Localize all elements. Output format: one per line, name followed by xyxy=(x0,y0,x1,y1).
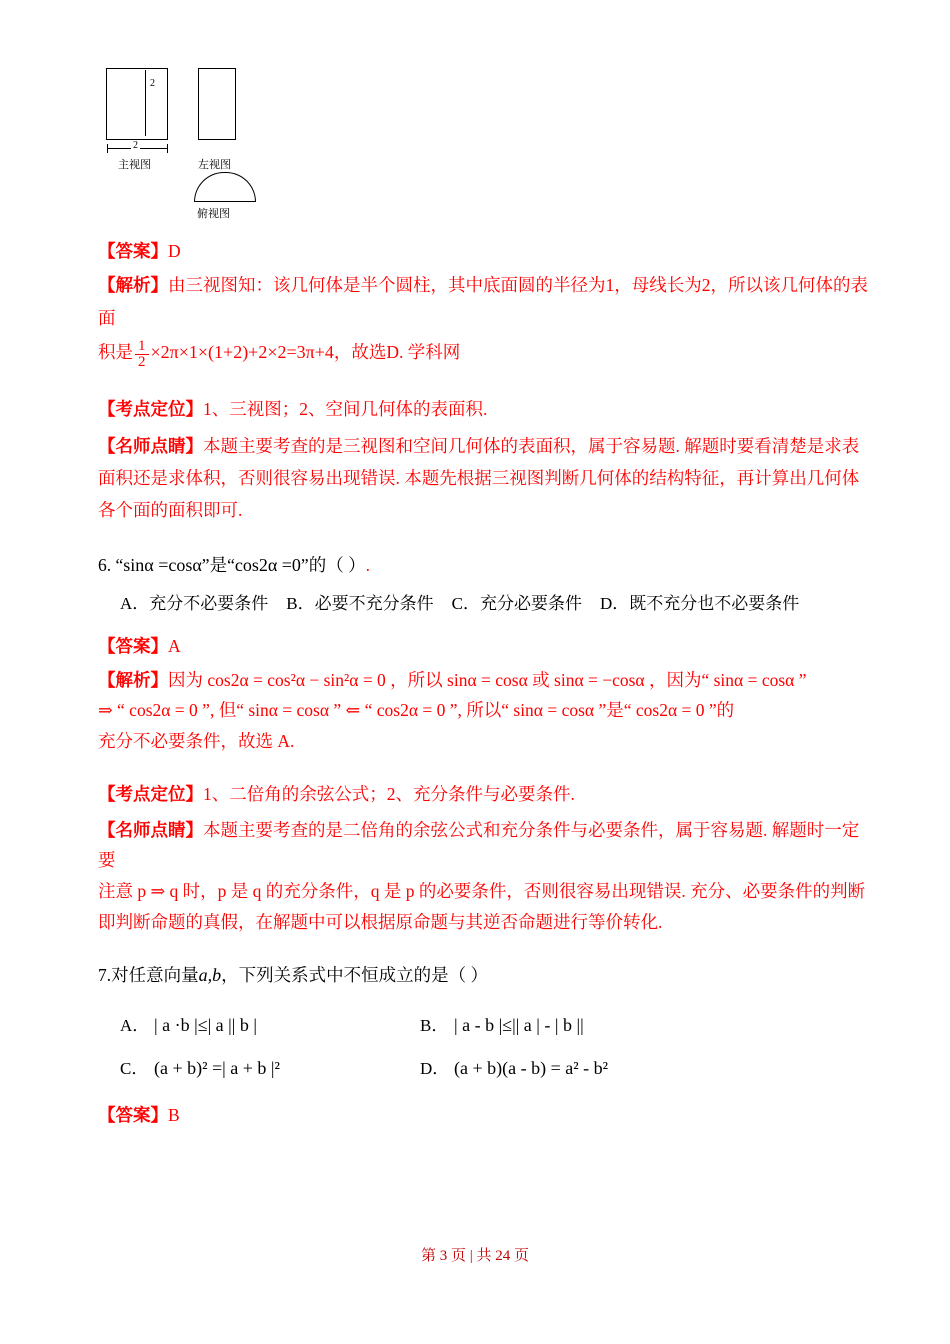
q6-expression-1: sinα =cosα xyxy=(123,554,202,575)
q5-surface-formula: ×2π×1×(1+2)+2×2=3π+4 xyxy=(150,342,334,363)
width-dimension-tick-left xyxy=(107,144,108,153)
q6-stem-red-dot: . xyxy=(365,554,370,575)
q6-tip-tag: 【名师点睛】 xyxy=(98,819,203,840)
q7-stem-pre: 对任意向量 xyxy=(111,965,199,986)
q7-stem xyxy=(98,959,868,992)
q6-tip-text1: 本题主要考查的是二倍角的余弦公式和充分条件与必要条件，属于容易题. 解题时一定要 xyxy=(98,819,860,871)
one-half-fraction: $\frac{1}{2}$ xyxy=(135,339,149,372)
q6-stem-quote-open: “ xyxy=(115,554,124,575)
q6-option-a[interactable]: A．充分不必要条件 xyxy=(120,593,269,613)
q6-analysis-text2: ⇒ “ cos2α = 0 ”, 但“ sinα = cosα ” ⇐ “ cos2α = 0 ”, 所以“ sinα = cosα ”是“ cos2α = 0 ”的 xyxy=(98,700,735,721)
q5-analysis-line1 xyxy=(98,269,868,334)
q7-option-c[interactable] xyxy=(98,1054,420,1079)
q5-analysis-text1: 由三视图知：该几何体是半个圆柱，其中底面圆的半径为 xyxy=(168,275,606,296)
q6-answer-tag: 【答案】 xyxy=(98,636,168,657)
q7-option-b[interactable] xyxy=(420,1011,584,1036)
q5-length-value: 2 xyxy=(701,275,711,296)
semicircle-arc xyxy=(194,172,256,202)
q6-answer-line xyxy=(98,630,868,662)
q6-analysis-text3: 充分不必要条件，故选 A. xyxy=(98,730,295,751)
q7-stem-post: ，下列关系式中不恒成立的是（ ） xyxy=(221,965,488,986)
q5-radius-value: 1 xyxy=(605,275,615,296)
q6-analysis-line1 xyxy=(98,665,868,696)
q7-answer-line xyxy=(98,1099,868,1131)
q6-answer-value: A xyxy=(168,636,181,657)
q7-number: 7. xyxy=(98,965,112,986)
q7-option-b-math: | a - b |≤|| a | - | b || xyxy=(454,1014,584,1035)
q5-analysis-text2-end: . 学科网 xyxy=(399,342,461,363)
side-view-rect xyxy=(198,68,236,140)
q5-answer-line xyxy=(98,235,868,267)
width-dimension-label: 2 xyxy=(133,140,138,151)
q6-stem xyxy=(98,549,868,582)
q5-answer-tag: 【答案】 xyxy=(98,241,168,261)
q5-analysis-text2-pre: 积是 xyxy=(98,342,133,363)
q6-tip-line2 xyxy=(98,876,868,907)
q5-tip-text: 本题主要考查的是三视图和空间几何体的表面积，属于容易题. 解题时要看清楚是求表面积还是求体积，否则很容易出现错误. 本题先根据三视图判断几何体的结构特征，再计算出几何体各个面的面积即可. xyxy=(98,435,860,521)
q6-stem-end: ”的（ ） xyxy=(300,554,366,575)
q5-answer-value: D xyxy=(168,241,181,261)
q7-option-d[interactable] xyxy=(420,1054,608,1079)
q6-stem-mid: ”是“ xyxy=(201,554,235,575)
q6-tip-line3 xyxy=(98,907,868,938)
q7-option-a[interactable] xyxy=(98,1011,420,1036)
q5-analysis-tag: 【解析】 xyxy=(98,275,168,296)
q6-option-d[interactable]: D．既不充分也不必要条件 xyxy=(599,593,800,613)
page-content xyxy=(98,60,868,1133)
q7-options-row-2 xyxy=(98,1054,868,1079)
q7-option-b-letter: B． xyxy=(420,1015,449,1035)
q7-option-a-math: | a ·b |≤| a || b | xyxy=(154,1014,257,1035)
side-view-label: 左视图 xyxy=(198,159,231,171)
q7-option-c-math: (a + b)² =| a + b |² xyxy=(154,1057,280,1078)
height-dimension-label: 2 xyxy=(150,78,155,89)
q5-analysis-line2 xyxy=(98,336,868,371)
q5-analysis-text1b: ，母线长为 xyxy=(614,275,702,296)
q6-tip-line1 xyxy=(98,815,868,876)
q6-expression-2: cos2α =0 xyxy=(234,554,301,575)
q5-tip-line xyxy=(98,430,868,527)
q6-analysis-tag: 【解析】 xyxy=(98,669,168,690)
q7-options xyxy=(98,1011,868,1079)
q5-point-tag: 【考点定位】 xyxy=(98,399,203,420)
q7-option-a-letter: A． xyxy=(120,1015,150,1035)
front-view-rect xyxy=(106,68,168,140)
q5-point-line xyxy=(98,393,868,425)
q6-analysis-text1: 因为 cos2α = cos²α − sin²α = 0 ，所以 sinα = cosα 或 sinα = −cosα ，因为“ sinα = cosα ” xyxy=(168,669,807,690)
q6-number: 6. xyxy=(98,554,112,575)
q5-point-text: 1、三视图；2、空间几何体的表面积. xyxy=(203,399,488,420)
q5-analysis-text2-post: ，故选 xyxy=(333,342,387,363)
top-view-shape xyxy=(194,172,256,204)
q6-analysis-line2 xyxy=(98,695,868,726)
width-dimension-tick-right xyxy=(167,144,168,153)
q7-answer-value: B xyxy=(168,1104,180,1125)
q7-answer-tag: 【答案】 xyxy=(98,1104,168,1125)
three-view-figure xyxy=(98,60,338,225)
q5-analysis-choice: D xyxy=(386,342,400,363)
q7-options-row-1 xyxy=(98,1011,868,1036)
q7-vectors: a,b xyxy=(198,965,222,986)
semicircle-base-line xyxy=(194,201,256,202)
q6-point-line xyxy=(98,778,868,810)
q6-analysis-line3 xyxy=(98,726,868,757)
q7-option-d-math: (a + b)(a - b) = a² - b² xyxy=(454,1057,609,1078)
q6-tip-text2: 注意 p ⇒ q 时，p 是 q 的充分条件，q 是 p 的必要条件，否则很容易出现错误. 充分、必要条件的判断 xyxy=(98,881,866,902)
q6-point-tag: 【考点定位】 xyxy=(98,784,203,805)
q6-option-c[interactable]: C．充分必要条件 xyxy=(451,593,582,613)
top-view-label: 俯视图 xyxy=(197,208,230,220)
q6-point-text: 1、二倍角的余弦公式；2、充分条件与必要条件. xyxy=(203,784,575,805)
q6-tip-text3: 即判断命题的真假，在解题中可以根据原命题与其逆否命题进行等价转化. xyxy=(98,911,663,932)
q7-option-c-letter: C． xyxy=(120,1058,149,1078)
height-dimension-line xyxy=(145,70,146,136)
q5-analysis-text1c: ，所以该几何体的表面 xyxy=(98,275,868,328)
page-footer: 第 3 页 | 共 24 页 xyxy=(420,1248,529,1264)
q6-options xyxy=(98,588,868,620)
front-view-label: 主视图 xyxy=(118,159,151,171)
q6-option-b[interactable]: B．必要不充分条件 xyxy=(286,593,434,613)
q5-tip-tag: 【名师点睛】 xyxy=(98,435,203,456)
q7-option-d-letter: D． xyxy=(420,1058,450,1078)
